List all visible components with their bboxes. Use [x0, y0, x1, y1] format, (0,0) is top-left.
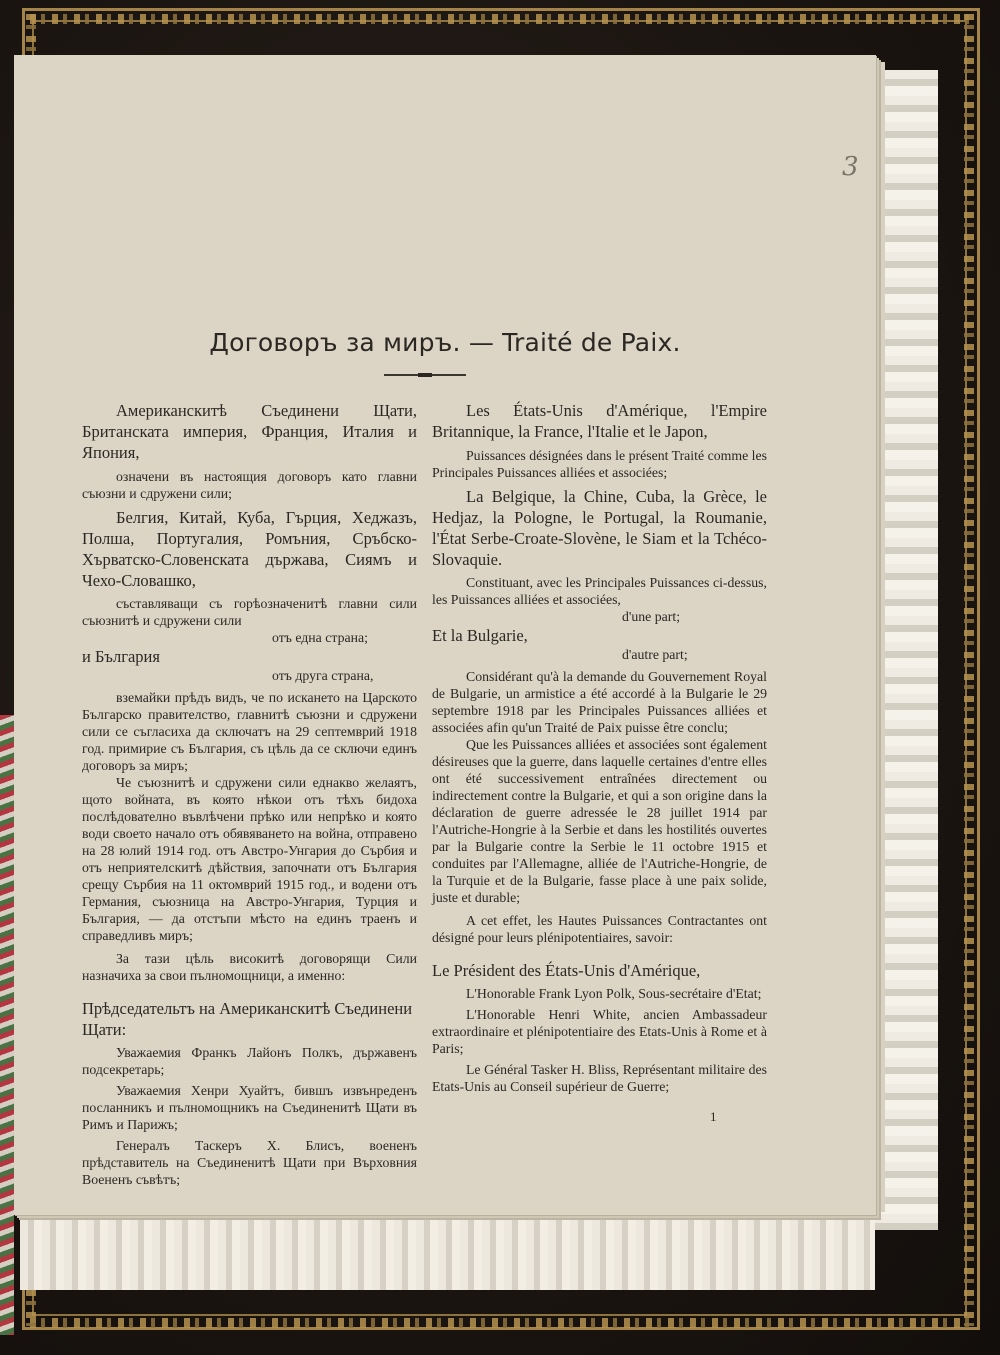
vine-ornament-right: [964, 14, 974, 1326]
bg-paragraph: Генералъ Таскеръ Х. Блисъ, воененъ прѣдставитель на Съединенитѣ Щати при Върховния Воененъ съвѣтъ;: [82, 1138, 417, 1187]
bg-paragraph: Прѣдседательтъ на Американскитѣ Съединени Щати:: [82, 999, 413, 1039]
vine-ornament-bottom: [30, 1318, 970, 1328]
page-title: Договоръ за миръ. — Traité de Paix.: [209, 328, 681, 357]
page-number-pencil: 3: [842, 152, 859, 182]
fr-paragraph: Et la Bulgarie,: [432, 626, 528, 645]
fr-paragraph: A cet effet, les Hautes Puissances Contractantes ont désigné pour leurs plénipotentiaires, savoir:: [432, 913, 767, 945]
fr-paragraph: L'Honorable Frank Lyon Polk, Sous-secrétaire d'Etat;: [466, 986, 762, 1001]
folio-number: 1: [710, 1109, 717, 1124]
bg-paragraph: Уважаемия Франкъ Лайонъ Полкъ, държавенъ подсекретарь;: [82, 1045, 417, 1077]
bg-paragraph: съставляващи съ горѣозначенитѣ главни сили съюзнитѣ и сдружени сили: [82, 596, 417, 628]
fr-paragraph: Les États-Unis d'Amérique, l'Empire Britannique, la France, l'Italie et le Japon,: [432, 401, 767, 441]
fr-paragraph: Considérant qu'à la demande du Gouvernement Royal de Bulgarie, un armistice a été accordé à la Bulgarie le 29 septembre 1918 par les Principales Puissances alliées et associées afin qu'un Traité de Paix puisse être conclu;: [432, 669, 767, 735]
tricolor-cord: [0, 715, 14, 1335]
fr-paragraph: Le Général Tasker H. Bliss, Représentant militaire des Etats-Unis au Conseil supérieur de Guerre;: [432, 1062, 767, 1094]
bg-paragraph: и България: [82, 647, 160, 666]
fr-paragraph: Puissances désignées dans le présent Traité comme les Principales Puissances alliées et associées;: [432, 448, 767, 480]
bg-paragraph: Че съюзнитѣ и сдружени сили еднакво желаятъ, щото войната, въ която нѣкои отъ тѣхъ бидоха послѣдователно въвлѣчени прѣко или непрѣко и която води своето начало отъ обявяването на война, отправено на 28 юлий 1914 год. отъ Австро-Унгария до Сърбия и отъ неприятелскитѣ дѣйствия, започнати отъ България срещу Сърбия на 11 октомврий 1915 год., и водени отъ Германия, съюзница на Австро-Унгария, Турция и България, — да отстъпи мѣсто на единъ траенъ и справедливъ миръ;: [82, 775, 417, 943]
fr-paragraph: L'Honorable Henri White, ancien Ambassadeur extraordinaire et plénipotentiaire des Etats-Unis à Rome et à Paris;: [432, 1007, 767, 1056]
bg-paragraph: Белгия, Китай, Куба, Гърция, Хеджазъ, Полша, Португалия, Ромъния, Сръбско-Хърватско-Словенската държава, Сиямъ и Чехо-Словашко,: [82, 508, 417, 590]
fr-paragraph: La Belgique, la Chine, Cuba, la Grèce, le Hedjaz, la Pologne, le Portugal, la Roumanie, l'État Serbe-Croate-Slovène, le Siam et la Tchéco-Slovaquie.: [432, 487, 767, 569]
bg-paragraph: Американскитѣ Съединени Щати, Британската империя, Франция, Италия и Япония,: [82, 401, 417, 462]
document-page: [14, 55, 876, 1215]
french-column: [432, 400, 767, 1095]
fr-paragraph: Constituant, avec les Principales Puissances ci-dessus, les Puissances alliées et associées,: [432, 575, 767, 607]
bulgarian-column: [82, 400, 417, 1188]
bg-paragraph: отъ друга страна,: [272, 668, 374, 683]
bg-paragraph: означени въ настоящия договоръ като главни съюзни и сдружени сили;: [82, 469, 417, 501]
fr-paragraph: d'autre part;: [622, 647, 688, 662]
vine-ornament-top: [30, 14, 970, 24]
fr-paragraph: Que les Puissances alliées et associées sont également désireuses que la guerre, dans laquelle certaines d'entre elles ont été successivement entraînées directement ou indirectement contre la Bulgarie, et qui a son origine dans la déclaration de guerre adressée le 28 juillet 1914 par l'Autriche-Hongrie à la Serbie et dans les hostilités ouvertes par la Bulgarie contre la Serbie le 11 octobre 1915 et conduites par l'Allemagne, alliée de l'Autriche-Hongrie, de la Turquie et de la Bulgarie, fasse place à une paix solide, juste et durable;: [432, 737, 767, 905]
fr-paragraph: Le Président des États-Unis d'Amérique,: [432, 961, 701, 980]
bg-paragraph: Уважаемия Хенри Хуайтъ, бившъ извънреденъ посланникъ и пълномощникъ на Съединенитѣ Щати въ Римъ и Парижъ;: [82, 1083, 417, 1132]
bg-paragraph: отъ една страна;: [272, 630, 368, 645]
fr-paragraph: d'une part;: [622, 609, 681, 624]
bg-paragraph: За тази цѣль високитѣ договорящи Сили назначиха за свои пълномощници, а именно:: [82, 951, 417, 983]
bg-paragraph: вземайки прѣдъ видъ, че по искането на Царското Българско правителство, главнитѣ съюзни и сдружени сили се съгласиха да сключатъ на 29 септемврий 1918 год. примирие съ България, съ цѣль да се сключи единъ договоръ за миръ;: [82, 690, 417, 773]
title-rule-center: [418, 373, 432, 377]
